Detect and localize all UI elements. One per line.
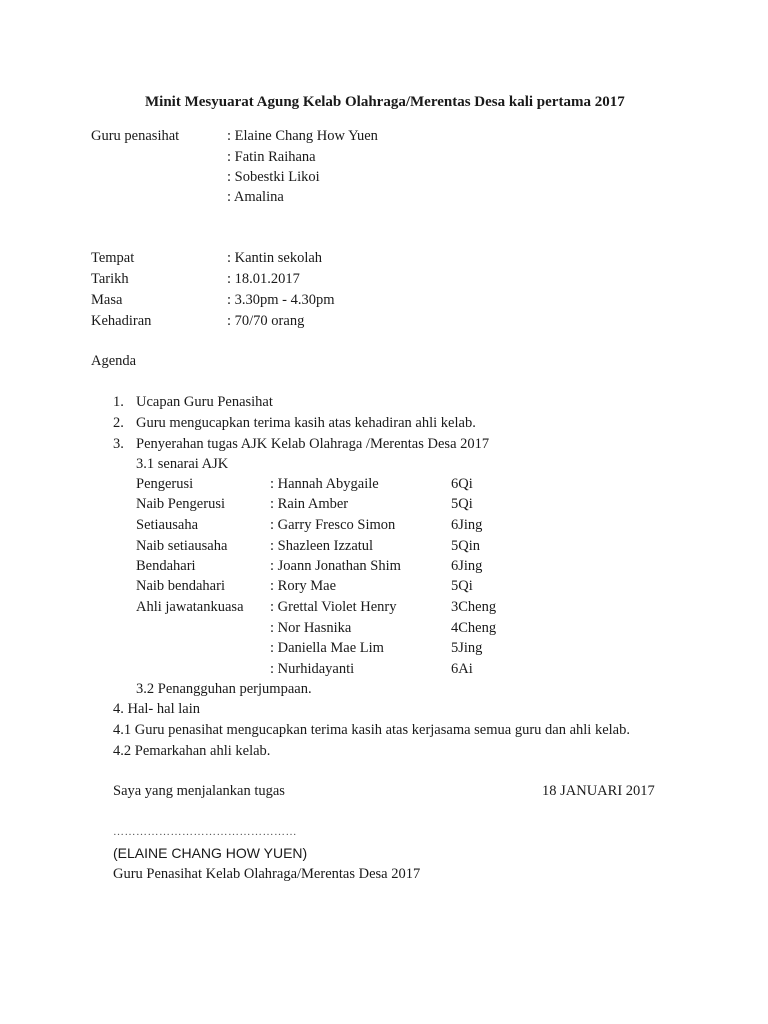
prepared-by: Saya yang menjalankan tugas [113, 783, 285, 799]
detail-value: : 18.01.2017 [227, 271, 300, 287]
agenda-subitem: 3.2 Penangguhan perjumpaan. [136, 681, 312, 697]
agenda-subitem: 4.1 Guru penasihat mengucapkan terima kasih atas kerjasama semua guru dan ahli kelab. [113, 722, 630, 738]
ajk-name: : Hannah Abygaile [270, 476, 379, 492]
ajk-heading: 3.1 senarai AJK [136, 456, 229, 472]
ajk-class: 5Qi [451, 578, 473, 594]
detail-label: Tarikh [91, 271, 129, 287]
ajk-role: Ahli jawatankuasa [136, 599, 244, 615]
document-title: Minit Mesyuarat Agung Kelab Olahraga/Merentas Desa kali pertama 2017 [145, 94, 625, 110]
detail-label: Tempat [91, 250, 135, 266]
ajk-name: : Nor Hasnika [270, 620, 352, 636]
agenda-number: 1. [113, 394, 124, 410]
agenda-subitem: 4.2 Pemarkahan ahli kelab. [113, 743, 271, 759]
ajk-role: Setiausaha [136, 517, 199, 533]
agenda-item: 4. Hal- hal lain [113, 701, 200, 717]
ajk-role: Naib bendahari [136, 578, 225, 594]
ajk-class: 6Jing [451, 517, 483, 533]
ajk-class: 4Cheng [451, 620, 497, 636]
signatory-position: Guru Penasihat Kelab Olahraga/Merentas Desa 2017 [113, 866, 421, 882]
advisor-label: Guru penasihat [91, 128, 180, 144]
detail-value: : 70/70 orang [227, 313, 305, 329]
ajk-role: Pengerusi [136, 476, 194, 492]
ajk-name: : Daniella Mae Lim [270, 640, 384, 656]
ajk-name: : Nurhidayanti [270, 661, 355, 677]
ajk-class: 6Qi [451, 476, 473, 492]
ajk-role: Naib setiausaha [136, 538, 228, 554]
ajk-role: Naib Pengerusi [136, 496, 225, 512]
ajk-name: : Joann Jonathan Shim [270, 558, 401, 574]
ajk-class: 5Jing [451, 640, 483, 656]
ajk-name: : Shazleen Izzatul [270, 538, 374, 554]
advisor-name: : Amalina [227, 189, 284, 205]
detail-value: : Kantin sekolah [227, 250, 323, 266]
ajk-name: : Garry Fresco Simon [270, 517, 396, 533]
ajk-class: 3Cheng [451, 599, 497, 615]
agenda-number: 3. [113, 436, 124, 452]
detail-label: Kehadiran [91, 313, 152, 329]
ajk-name: : Grettal Violet Henry [270, 599, 397, 615]
agenda-number: 2. [113, 415, 124, 431]
signatory-name: (ELAINE CHANG HOW YUEN) [113, 845, 308, 861]
detail-value: : 3.30pm - 4.30pm [227, 292, 335, 308]
advisor-name: : Elaine Chang How Yuen [227, 128, 378, 144]
agenda-item: Penyerahan tugas AJK Kelab Olahraga /Merentas Desa 2017 [136, 436, 490, 452]
agenda-item: Guru mengucapkan terima kasih atas kehadiran ahli kelab. [136, 415, 476, 431]
agenda-item: Ucapan Guru Penasihat [136, 394, 273, 410]
ajk-class: 5Qin [451, 538, 480, 554]
ajk-class: 5Qi [451, 496, 473, 512]
signature-line: ………………………………………… [113, 826, 297, 838]
ajk-name: : Rory Mae [270, 578, 337, 594]
ajk-class: 6Jing [451, 558, 483, 574]
ajk-class: 6Ai [451, 661, 473, 677]
ajk-name: : Rain Amber [270, 496, 349, 512]
detail-label: Masa [91, 292, 123, 308]
advisor-name: : Sobestki Likoi [227, 169, 320, 185]
advisor-name: : Fatin Raihana [227, 149, 316, 165]
signoff-date: 18 JANUARI 2017 [542, 783, 655, 799]
ajk-role: Bendahari [136, 558, 196, 574]
agenda-heading: Agenda [91, 353, 137, 369]
